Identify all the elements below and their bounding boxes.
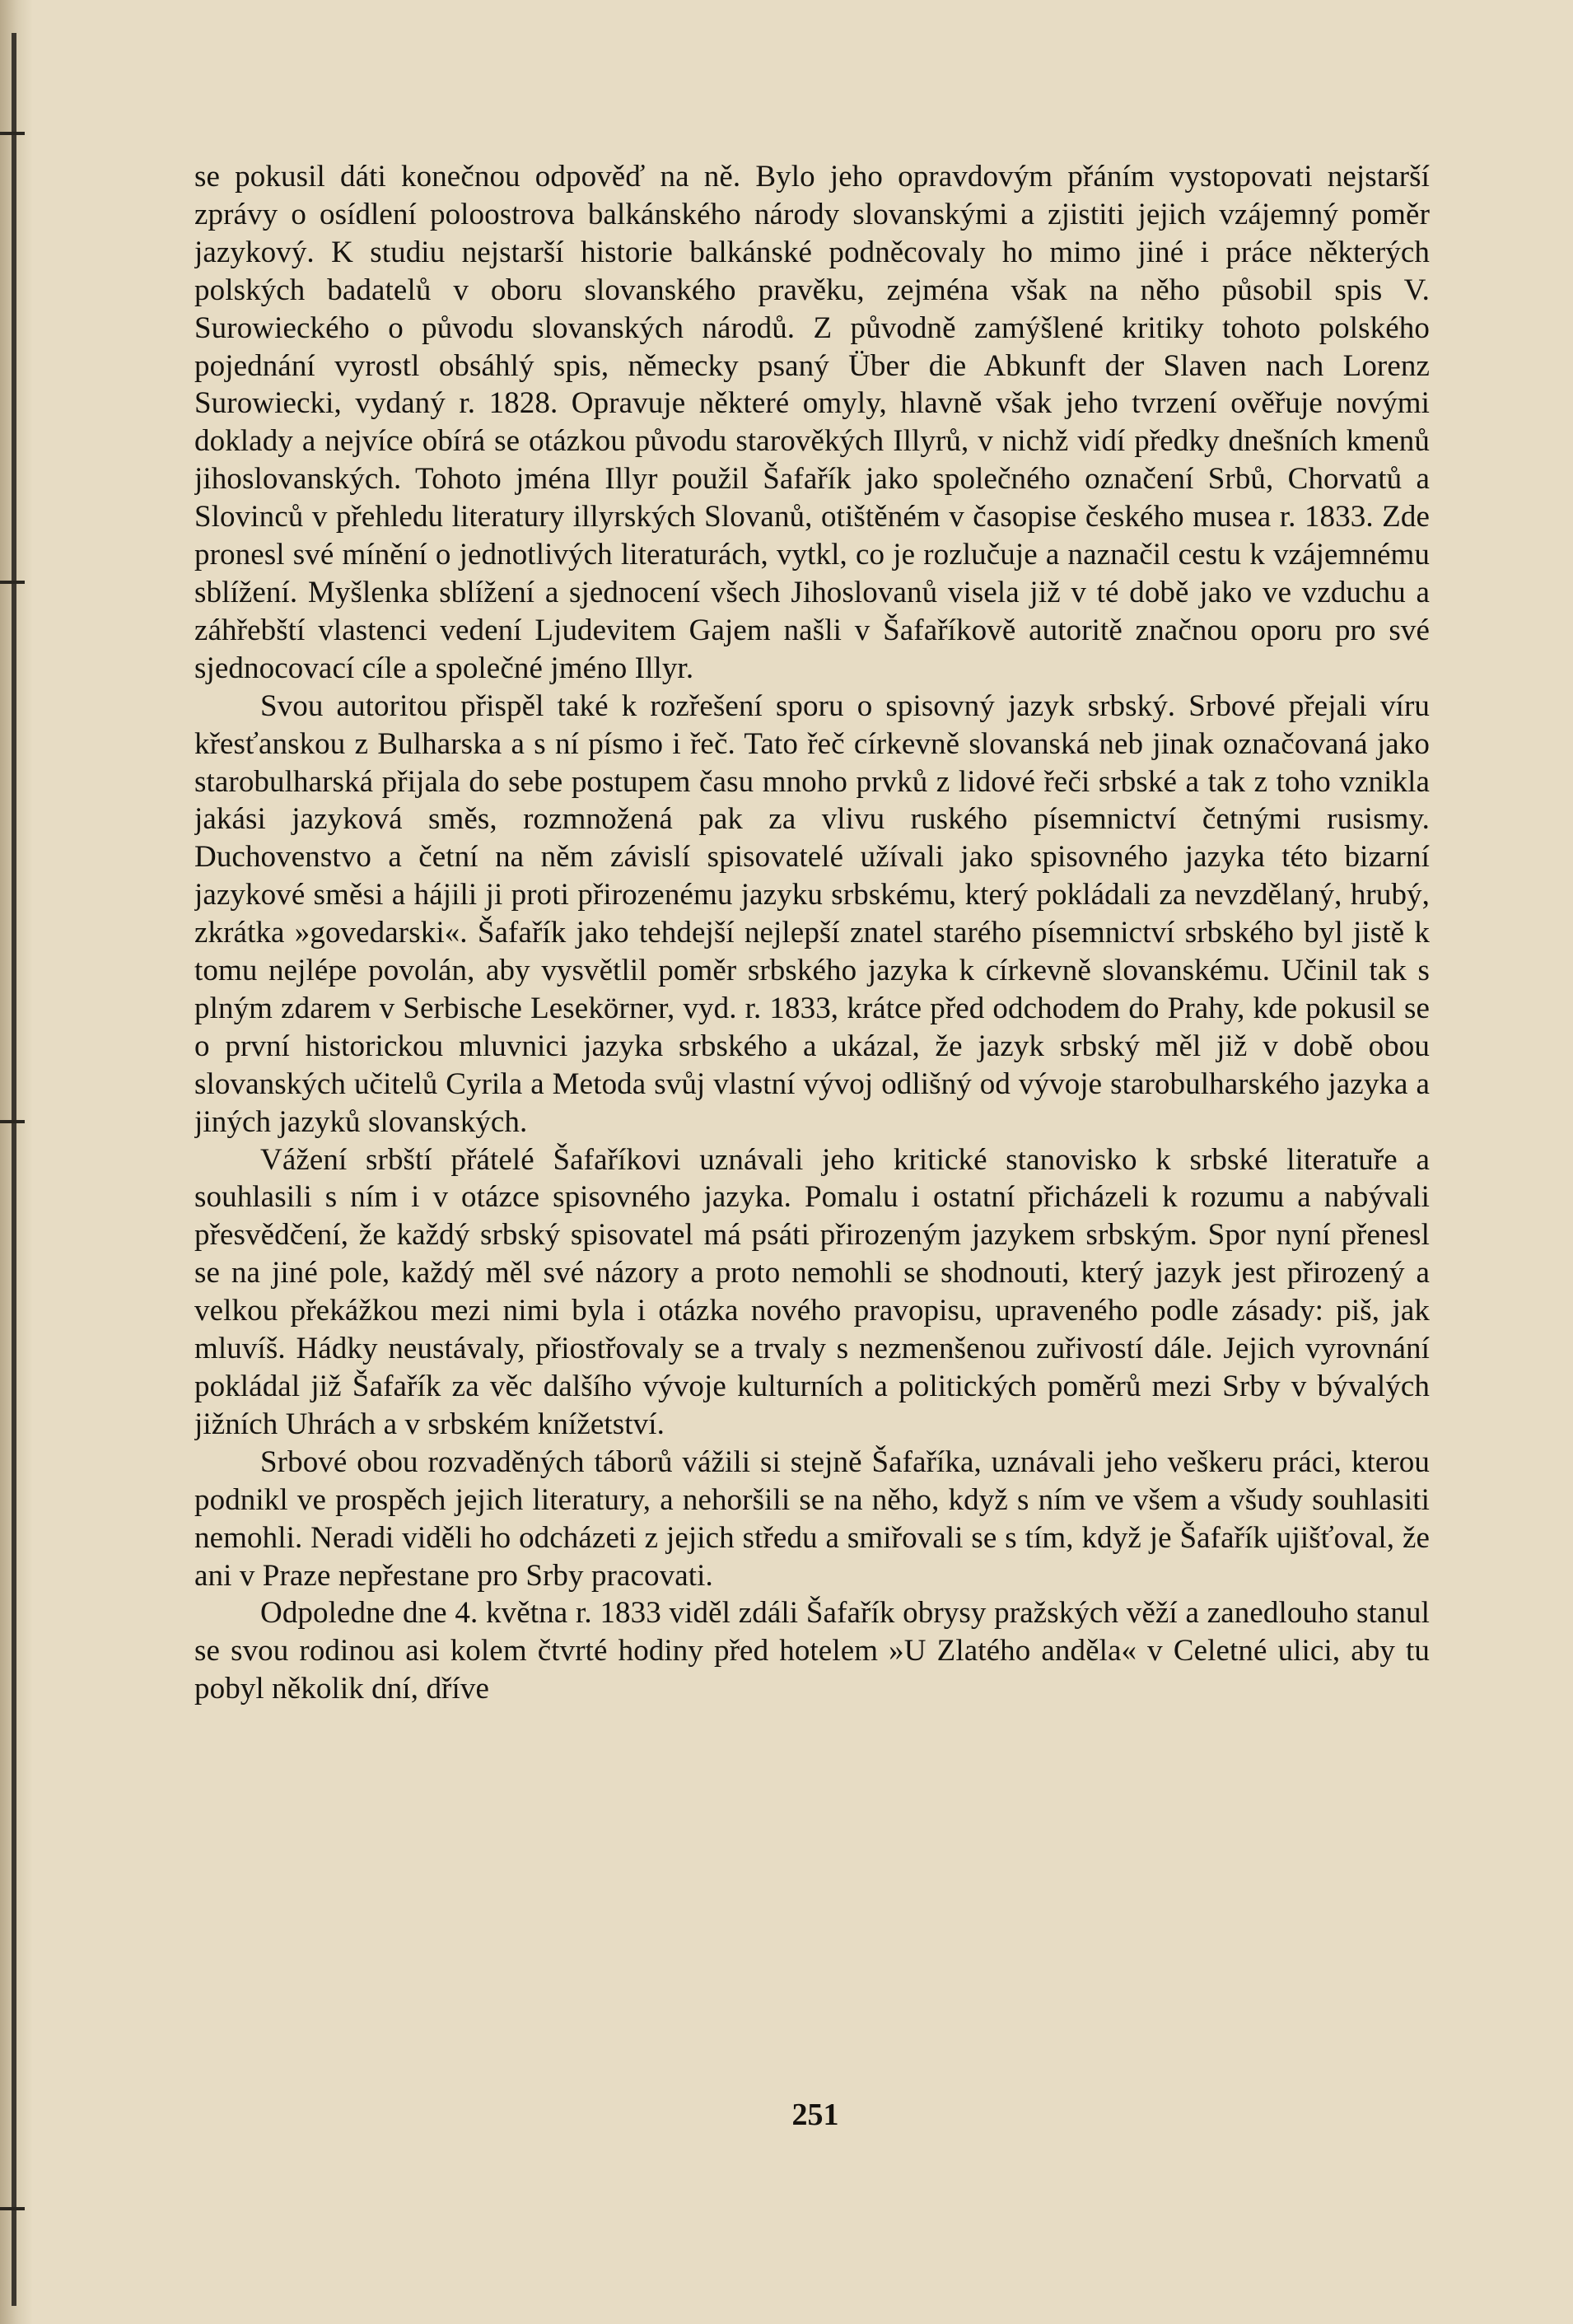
- binding-edge: [0, 0, 33, 2324]
- paragraph: Svou autoritou přispěl také k rozřešení sporu o spisovný jazyk srbský. Srbové přejali víru křesťanskou z Bulharska a s ní písmo i řeč. Tato řeč církevně slovanská neb jinak označovaná jako starobulharská přijala do sebe postupem času mnoho prvků z lidové řeči srbské a tak z toho vznikla jakási jazyková směs, rozmnožená pak za vlivu ruského písemnictví četnými rusismy. Duchovenstvo a četní na něm závislí spisovatelé užívali jako spisovného jazyka této bizarní jazykové směsi a hájili ji proti přirozenému jazyku srbskému, který pokládali za nevzdělaný, hrubý, zkrátka »govedarski«. Šafařík jako tehdejší nejlepší znatel starého písemnictví srbského byl jistě k tomu nejlépe povolán, aby vysvětlil poměr srbského jazyka k církevně slovanskému. Učinil tak s plným zdarem v Serbische Lesekörner, vyd. r. 1833, krátce před odchodem do Prahy, kde pokusil se o první historickou mluvnici jazyka srbského a ukázal, že jazyk srbský měl již v době obou slovanských učitelů Cyrila a Metoda svůj vlastní vývoj odlišný od vývoje starobulharského jazyka a jiných jazyků slovanských.: [194, 688, 1430, 1139]
- paragraph: Vážení srbští přátelé Šafaříkovi uznávali jeho kritické stanovisko k srbské literatuře a souhlasili s ním i v otázce spisovného jazyka. Pomalu i ostatní přicházeli k rozumu a nabývali přesvědčení, že každý srbský spisovatel má psáti přirozeným jazykem srbským. Spor nyní přenesl se na jiné pole, každý měl své názory a proto nemohli se shodnouti, který jazyk jest přirozený a velkou překážkou mezi nimi byla i otázka nového pravopisu, upraveného podle zásady: piš, jak mluvíš. Hádky neustávaly, přiostřovaly se a trvaly s nezmenšenou zuřivostí dále. Jejich vyrovnání pokládal již Šafařík za věc dalšího vývoje kulturních a politických poměrů mezi Srby v bývalých jižních Uhrách a v srbském knížetství.: [194, 1142, 1430, 1441]
- binding-mark: [0, 581, 25, 584]
- page-number: 251: [791, 2098, 839, 2132]
- binding-mark: [0, 1120, 25, 1123]
- paragraph: Odpoledne dne 4. května r. 1833 viděl zdáli Šafařík obrysy pražských věží a zanedlouho stanul se svou rodinou asi kolem čtvrté hodiny před hotelem »U Zlatého anděla« v Celetné ulici, aby tu pobyl několik dní, dříve: [194, 1596, 1430, 1706]
- paragraph: se pokusil dáti konečnou odpověď na ně. Bylo jeho opravdovým přáním vystopovati nejstarší zprávy o osídlení poloostrova balkánského národy slovanskými a zjistiti jejich vzájemný poměr jazykový. K studiu nejstarší historie balkánské podněcovaly ho mimo jiné i práce některých polských badatelů v oboru slovanského pravěku, zejména však na něho působil spis V. Surowieckého o původu slovanských národů. Z původně zamýšlené kritiky tohoto polského pojednání vyrostl obsáhlý spis, německy psaný Über die Abkunft der Slaven nach Lorenz Surowiecki, vydaný r. 1828. Opravuje některé omyly, hlavně však jeho tvrzení ověřuje novými doklady a nejvíce obírá se otázkou původu starověkých Illyrů, v nichž vidí předky dnešních kmenů jihoslovanských. Tohoto jména Illyr použil Šafařík jako společného označení Srbů, Chorvatů a Slovinců v přehledu literatury illyrských Slovanů, otištěném v časopise českého musea r. 1833. Zde pronesl své mínění o jednotlivých literaturách, vytkl, co je rozlučuje a naznačil cestu k vzájemnému sblížení. Myšlenka sblížení a sjednocení všech Jihoslovanů visela již v té době jako ve vzduchu a záhřebští vlastenci vedení Ljudevitem Gajem našli v Šafaříkově autoritě značnou oporu pro své sjednocovací cíle a společné jméno Illyr.: [194, 160, 1430, 685]
- body-text: [194, 158, 1430, 2135]
- paragraph: Srbové obou rozvaděných táborů vážili si stejně Šafaříka, uznávali jeho veškeru práci, kterou podnikl ve prospěch jejich literatury, a nehoršili se na něho, když s ním ve všem a všudy souhlasiti nemohli. Neradi viděli ho odcházeti z jejich středu a smiřovali se s tím, když je Šafařík ujišťoval, že ani v Praze nepřestane pro Srby pracovati.: [194, 1444, 1430, 1593]
- binding-mark: [0, 132, 25, 135]
- binding-line: [12, 33, 16, 2306]
- binding-mark: [0, 2207, 25, 2210]
